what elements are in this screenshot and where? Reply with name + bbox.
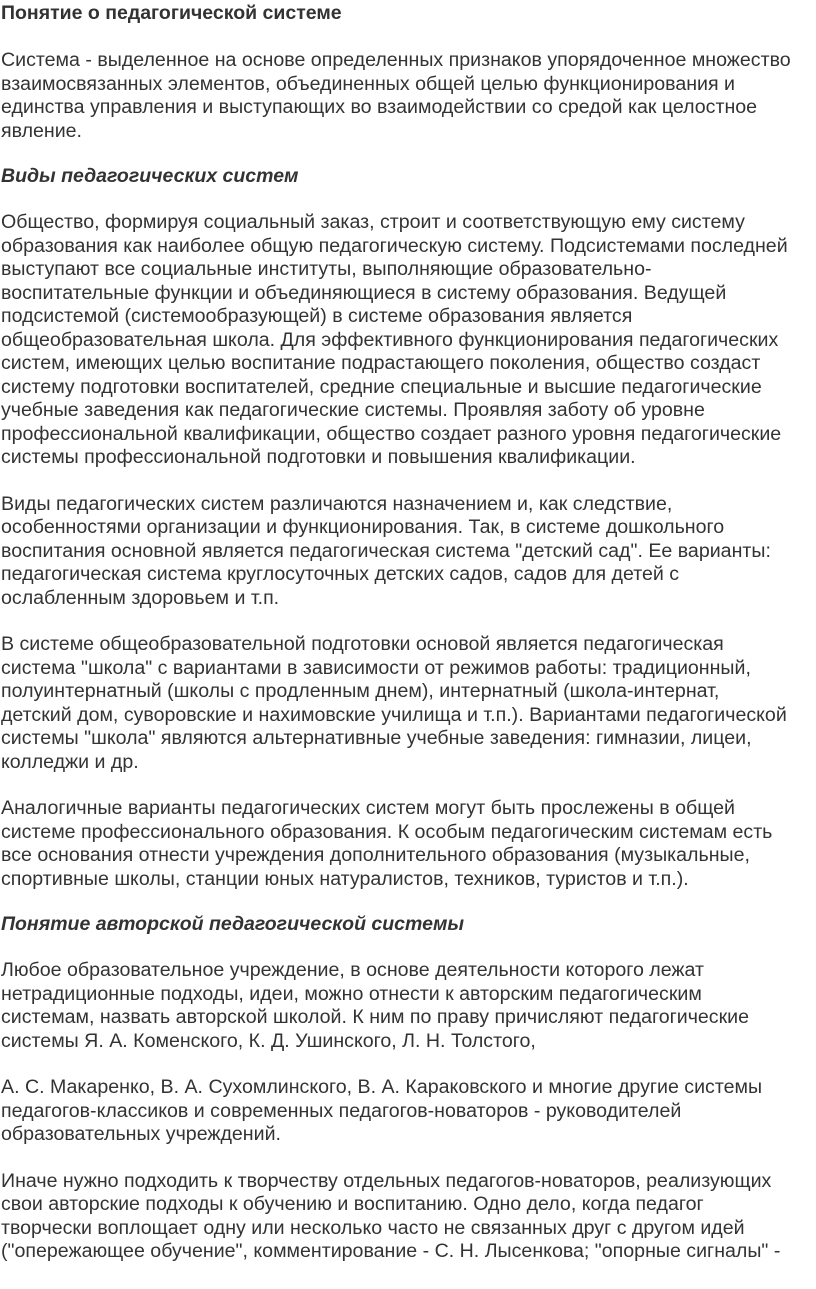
spacer: [1, 936, 816, 959]
paragraph-general-education: В системе общеобразовательной подготовки основой является педагогическая система "школа" с вариантами в зависимости от режимов работы: традиционный, полуинтернатный (школы с продленным днем), интернатный (школа-интернат, детский дом, суворовские и нахимовские училища и т.п.). Вариантами педагогической системы "школа" являются альтернативные учебные заведения: гимназии, лицеи, колледжи и др.: [1, 633, 787, 773]
spacer: [1, 470, 816, 493]
paragraph-society: Общество, формируя социальный заказ, строит и соответствующую ему систему образования как наиболее общую педагогическую систему. Подсистемами последней выступают все социальные институты, выполняющие образовательно- воспитательные функции и объединяющиеся в систему образования. Ведущей подсистемой (системообразующей) в системе образования является общеобразовательная школа. Для эффективного функционирования педагогических систем, имеющих целью воспитание подрастающего поколения, общество создаст систему подготовки воспитателей, средние специальные и высшие педагогические учебные заведения как педагогические системы. Проявляя заботу об уровне профессиональной квалификации, общество создает разного уровня педагогические системы профессиональной подготовки и повышения квалификации.: [1, 211, 788, 468]
spacer: [1, 188, 816, 211]
document: [0, 2, 816, 1264]
spacer: [1, 610, 816, 633]
section-heading-types: Виды педагогических систем: [1, 165, 299, 187]
paragraph-author-school: Любое образовательное учреждение, в основе деятельности которого лежат нетрадиционные подходы, идеи, можно отнести к авторским педагогическим системам, назвать авторской школой. К ним по праву причисляют педагогические системы Я. А. Коменского, К. Д. Ушинского, Л. Н. Толстого,: [1, 959, 750, 1052]
paragraph-classics: А. С. Макаренко, В. А. Сухомлинского, В. А. Караковского и многие другие системы педагогов-классиков и современных педагогов-новаторов - руководителей образовательных учреждений.: [1, 1076, 763, 1145]
section-heading-author-system: Понятие авторской педагогической системы: [1, 913, 465, 935]
paragraph-professional-education: Аналогичные варианты педагогических систем могут быть прослежены в общей системе профессионального образования. К особым педагогическим системам есть все основания отнести учреждения дополнительного образования (музыкальные, спортивные школы, станции юных натуралистов, техников, туристов и т.п.).: [1, 797, 773, 890]
paragraph-innovators: Иначе нужно подходить к творчеству отдельных педагогов-новаторов, реализующих свои авторские подходы к обучению и воспитанию. Одно дело, когда педагог творчески воплощает одну или несколько часто не связанных друг с другом идей ("опережающее обучение", комментирование - С. Н. Лысенкова; "опорные сигналы" -: [1, 1169, 781, 1262]
spacer: [1, 1053, 816, 1076]
spacer: [1, 143, 816, 165]
spacer: [1, 891, 816, 913]
page-title: Понятие о педагогической системе: [1, 2, 342, 24]
paragraph-definition: Система - выделенное на основе определенных признаков упорядоченное множество взаимосвязанных элементов, объединенных общей целью функционирования и единства управления и выступающих во взаимодействии со средой как целостное явление.: [1, 49, 791, 142]
spacer: [1, 25, 816, 49]
spacer: [1, 774, 816, 797]
paragraph-types-differ: Виды педагогических систем различаются назначением и, как следствие, особенностями организации и функционирования. Так, в системе дошкольного воспитания основной является педагогическая система "детский сад". Ее варианты: педагогическая система круглосуточных детских садов, садов для детей с ослабленным здоровьем и т.п.: [1, 492, 771, 609]
spacer: [1, 1147, 816, 1170]
